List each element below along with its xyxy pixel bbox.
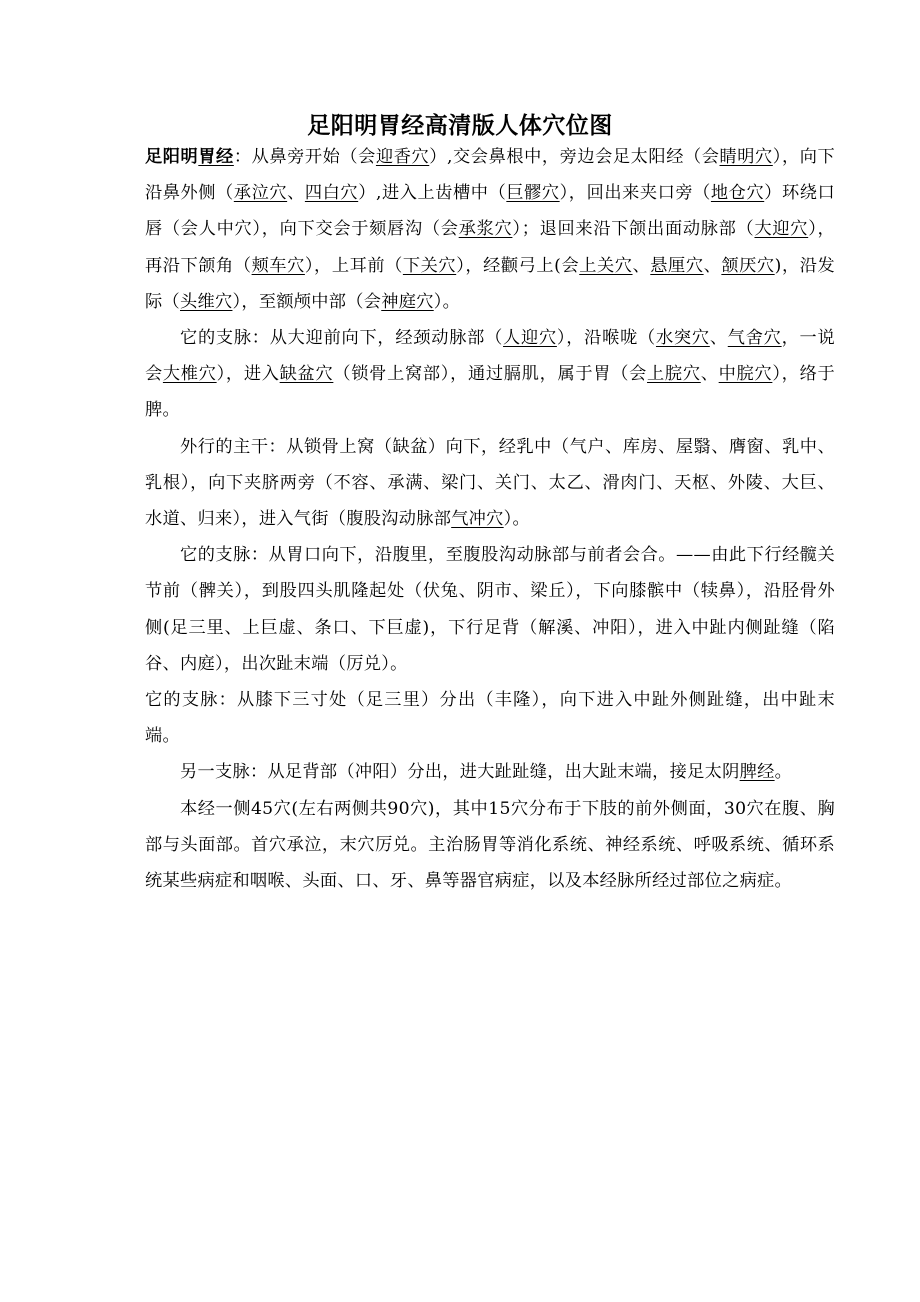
acupoint-term: 睛明穴: [719, 147, 773, 167]
text-segment: ），经颧弓上(会: [456, 255, 580, 276]
text-segment: 、: [632, 255, 651, 276]
text-segment: ）,交会鼻根中，旁边会足太阳经（会: [429, 147, 720, 167]
text-segment: ）；退回来沿下颌出面动脉部（: [512, 219, 755, 240]
paragraph-1: [145, 139, 835, 320]
text-segment: ），再沿下颌角（: [145, 219, 835, 276]
paragraph-4: [145, 537, 835, 682]
text-segment: ：从鼻旁开始（会: [233, 147, 376, 167]
acupoint-term: 中脘穴: [718, 364, 773, 385]
text-segment: ）。: [433, 291, 461, 312]
document-body: [145, 139, 835, 899]
acupoint-term: 下关穴: [402, 255, 457, 276]
text-segment: ），沿喉咙（: [556, 328, 656, 349]
acupoint-term: 迎香穴: [375, 147, 430, 167]
acupoint-term: 四白穴: [304, 183, 359, 204]
acupoint-term: 上关穴: [579, 255, 633, 276]
acupoint-term: 大椎穴: [162, 364, 217, 385]
text-segment: 它的支脉：从膝下三寸处（足三里）分出（丰隆），向下进入中趾外侧趾缝，出中趾末端。: [145, 690, 835, 747]
acupoint-term: 水突穴: [655, 328, 710, 349]
text-segment: ）,进入上齿槽中（: [358, 183, 507, 204]
text-segment: 、: [287, 183, 305, 204]
meridian-name-link: 胃经: [198, 147, 234, 167]
acupoint-term: 大迎穴: [754, 219, 809, 240]
acupoint-term: 缺盆穴: [279, 364, 334, 385]
text-segment: 、: [709, 328, 728, 349]
paragraph-6: [145, 754, 835, 790]
text-segment: 。: [774, 762, 793, 783]
acupoint-term: 承泣穴: [233, 183, 288, 204]
text-segment: 外行的主干：从锁骨上窝（缺盆）向下，经乳中（气户、库房、屋翳、膺窗、乳中、乳根），向下夹脐两旁（不容、承满、梁门、关门、太乙、滑肉门、天枢、外陵、大巨、水道、归来），进入气街（腹股沟动脉部: [145, 436, 835, 530]
acupoint-term: 神庭穴: [381, 291, 434, 312]
acupoint-term: 脾经: [739, 762, 775, 783]
acupoint-term: 地仓穴: [710, 183, 765, 204]
text-segment: ，一说会: [145, 328, 835, 385]
acupoint-term: 上脘穴: [647, 364, 701, 385]
text-segment: 另一支脉：从足背部（冲阳）分出，进大趾趾缝，出大趾末端，接足太阴: [180, 762, 740, 783]
page-title: 足阳明胃经高清版人体穴位图: [307, 113, 613, 140]
acupoint-term: 承浆穴: [458, 219, 513, 240]
text-segment: 它的支脉：从胃口向下，沿腹里，至腹股沟动脉部与前者会合。——由此下行经髋关节前（髀关），到股四头肌隆起处（伏兔、阴市、梁丘），下向膝髌中（犊鼻），沿胫骨外侧(足三里、上巨虚、条口、下巨虚)，下行足背（解溪、冲阳），进入中趾内侧趾缝（陷谷、内庭），出次趾末端（厉兑）。: [145, 545, 835, 674]
acupoint-term: 头维穴: [179, 291, 233, 312]
text-segment: 本经一侧45穴(左右两侧共90穴)，其中15穴分布于下肢的前外侧面，30穴在腹、胸部与头面部。首穴承泣，末穴厉兑。主治肠胃等消化系统、神经系统、呼吸系统、循环系统某些病症和咽喉、头面、口、牙、鼻等器官病症，以及本经脉所经过部位之病症。: [145, 798, 835, 892]
text-segment: 、: [700, 364, 719, 385]
text-segment: ）环绕口唇（会人中穴），向下交会于颏唇沟（会: [145, 183, 835, 240]
text-segment: ），络于脾。: [145, 364, 835, 421]
paragraph-5: [145, 682, 835, 754]
text-segment: )，沿发际（: [145, 255, 835, 312]
acupoint-term: 颔厌穴: [721, 255, 775, 276]
paragraph-7: [145, 791, 835, 900]
text-segment: ），至额颅中部（会: [232, 291, 382, 312]
text-segment: ），向下沿鼻外侧（: [145, 147, 835, 204]
acupoint-term: 悬厘穴: [650, 255, 704, 276]
acupoint-term: 颊车穴: [251, 255, 305, 276]
text-segment: ），上耳前（: [304, 255, 403, 276]
meridian-name: 足阳明: [145, 147, 199, 167]
text-segment: 它的支脉：从大迎前向下，经颈动脉部（: [180, 328, 504, 349]
acupoint-term: 人迎穴: [503, 328, 557, 349]
text-segment: （锁骨上窝部），通过膈肌，属于胃（会: [333, 364, 648, 385]
paragraph-3: [145, 429, 835, 538]
text-segment: ），进入: [216, 364, 280, 385]
acupoint-term: 气冲穴: [451, 509, 504, 530]
text-segment: ）。: [503, 509, 531, 530]
text-segment: ），回出来夹口旁（: [559, 183, 711, 204]
acupoint-term: 巨髎穴: [506, 183, 560, 204]
acupoint-term: 气舍穴: [727, 328, 782, 349]
paragraph-2: [145, 320, 835, 429]
text-segment: 、: [703, 255, 722, 276]
